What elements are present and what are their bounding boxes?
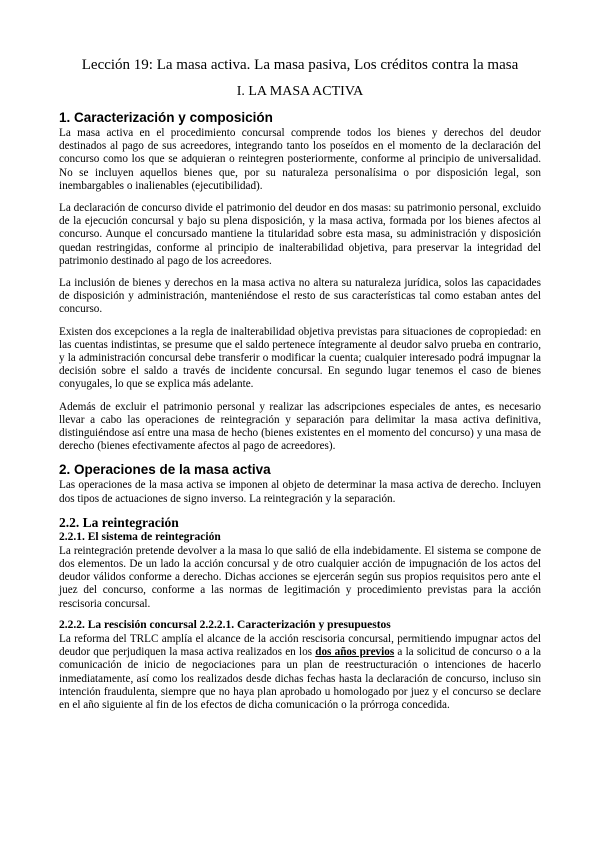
section-2-heading: 2. Operaciones de la masa activa bbox=[59, 462, 271, 478]
part-title: I. LA MASA ACTIVA bbox=[236, 84, 364, 99]
section-1-paragraph-1: La masa activa en el procedimiento concursal comprende todos los bienes y derechos del deudor destinados al pago de sus acreedores, integrando tanto los poseídos en el momento de la declaración del concurso como los que se adquieran o reintegren posteriormente, conforme al principio de universalidad. No se incluyen aquellos bienes que, por su naturaleza personalísima o por disposición legal, son inembargables o inalienables (ejecutibilidad). bbox=[59, 127, 541, 192]
section-2-2-1-paragraph: La reintegración pretende devolver a la masa lo que salió de ella indebidamente. El sistema se compone de dos elementos. De un lado la acción concursal y de otro cualquier acción de impugnación de los actos del deudor válidos conforme a derecho. Dichas acciones se ejercerán según sus propios requisitos pero ante el juez del concurso, conforme a las normas de legitimación y procedimiento previstas para la acción rescisoria concursal. bbox=[59, 544, 541, 610]
section-1-paragraph-4: Existen dos excepciones a la regla de inalterabilidad objetiva previstas para situaciones de copropiedad: en las cuentas indistintas, se presume que el saldo pertenece íntegramente al deudor salvo prueba en contrario, y la administración concursal debe transferir o modificar la cuenta; cualquier interesado podrá impugnar la decisión sobre el saldo a través de incidente concursal. En segundo lugar tenemos el caso de bienes conyugales, lo que se explica más adelante. bbox=[59, 325, 541, 391]
section-2-2-2-paragraph bbox=[59, 633, 541, 712]
section-1-paragraph-5: Además de excluir el patrimonio personal y realizar las adscripciones especiales de antes, es necesario llevar a cabo las operaciones de reintegración y separación para delimitar la masa activa definitiva, distinguiéndose así entre una masa de hecho (bienes existentes en el momento del concurso) y una masa de derecho (bienes efectivamente afectos al pago de acreedores). bbox=[59, 400, 541, 453]
section-1-heading: 1. Caracterización y composición bbox=[59, 110, 273, 125]
lesson-title: Lección 19: La masa activa. La masa pasiva, Los créditos contra la masa bbox=[81, 57, 519, 73]
section-2-2-heading: 2.2. La reintegración bbox=[59, 514, 179, 530]
section-2-2-1-heading: 2.2.1. El sistema de reintegración bbox=[59, 530, 221, 543]
section-1-paragraph-2: La declaración de concurso divide el patrimonio del deudor en dos masas: su patrimonio personal, excluido de la ejecución concursal y bajo su plena disposición, y la masa activa, formada por los bienes afectos al concurso. Aunque el concursado mantiene la titularidad sobre esta masa, su administración y disposición quedan restringidas, conforme al principio de inalterabilidad objetiva, para preservar la integridad del patrimonio destinado al pago de los acreedores. bbox=[59, 202, 541, 267]
section-2-2-2-text-after: a la solicitud de concurso o a la comunicación de inicio de negociaciones para un plan de reestructuración o intenciones de hacerlo inmediatamente, así como los realizados desde dichas fechas hasta la declaración de concurso, incluso sin intención fraudulenta, siempre que no haya plan aprobado u homologado por juez y el concurso se declare en el año siguiente al fin de los efectos de dicha comunicación o la prórroga concedida. bbox=[59, 646, 541, 711]
section-1-paragraph-3: La inclusión de bienes y derechos en la masa activa no altera su naturaleza jurídica, solos las capacidades de disposición y administración, manteniéndose el resto de sus características tal como estaban antes del concurso. bbox=[59, 277, 541, 316]
section-2-2-2-heading: 2.2.2. La rescisión concursal 2.2.2.1. Caracterización y presupuestos bbox=[59, 618, 391, 631]
section-2-2-2-text-before: La reforma del TRLC amplía el alcance de la acción rescisoria concursal, permitiendo impugnar actos del deudor que perjudiquen la masa activa realizados en los bbox=[59, 632, 541, 659]
emphasized-term: dos años previos bbox=[315, 646, 395, 659]
section-2-paragraph-1: Las operaciones de la masa activa se imponen al objeto de determinar la masa activa de derecho. Incluyen dos tipos de actuaciones de signo inverso. La reintegración y la separación. bbox=[59, 479, 541, 505]
